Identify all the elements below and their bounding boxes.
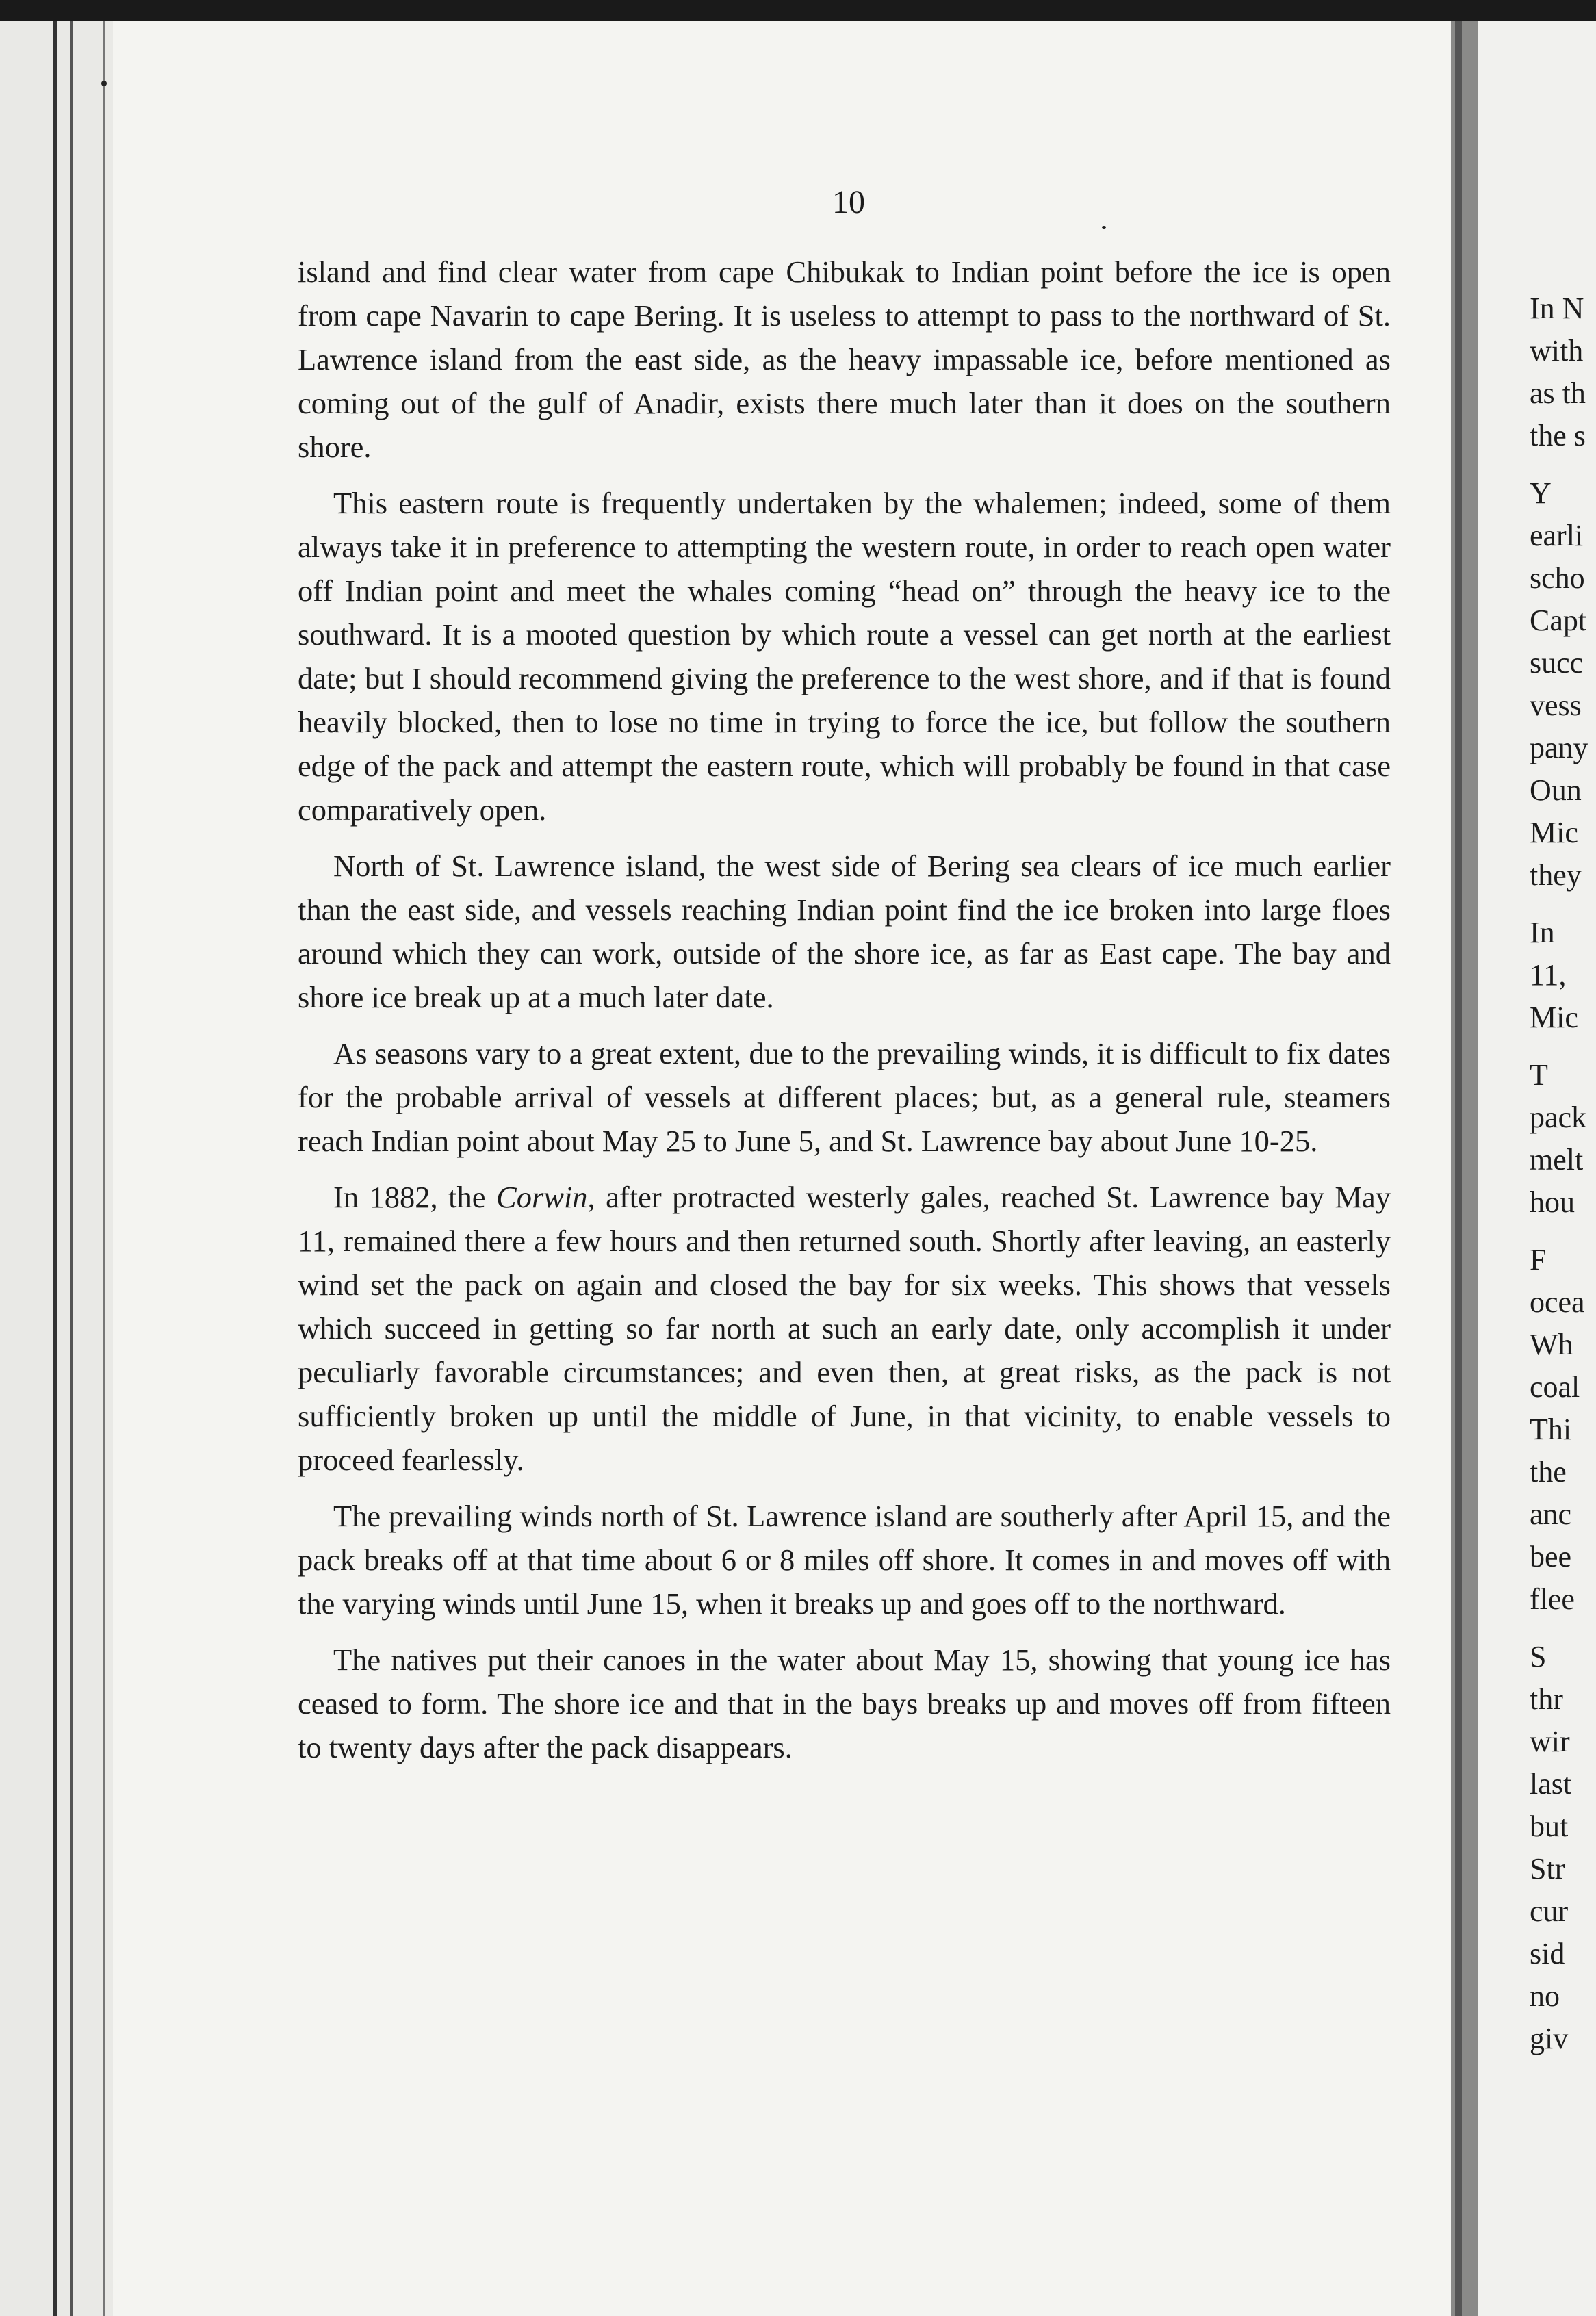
facing-page-line: succ	[1530, 646, 1584, 680]
facing-page-line: thr	[1530, 1682, 1563, 1716]
scan-speck	[1102, 226, 1106, 229]
facing-page-line: vess	[1530, 689, 1582, 722]
binding-edge-line	[103, 21, 105, 2316]
facing-page-line: but	[1530, 1810, 1569, 1843]
binding-edge-line	[70, 21, 73, 2316]
facing-page-line: pack	[1530, 1101, 1587, 1134]
facing-page-line: bee	[1530, 1540, 1572, 1573]
facing-page-line: Oun	[1530, 773, 1582, 807]
paragraph: This eastern route is frequently undertaken by the whalemen; indeed, some of them always take it in preference to attempting the western route, in order to reach open water off Indian point and meet the whales coming “head on” through the heavy ice to the southward. It is a mooted question by which route a vessel can get north at the earliest date; but I should recommend giving the preference to the west shore, and if that is found heavily blocked, then to lose no time in trying to force the ice, but follow the southern edge of the pack and attempt the eastern route, which will probably be found in that case comparatively open.	[298, 486, 1391, 827]
paragraph: island and find clear water from cape Chibukak to Indian point before the ice is open from cape Navarin to cape Bering. It is useless to attempt to pass to the northward of St. Lawrence island from the east side, as the heavy impassable ice, before mentioned as coming out of the gulf of Anadir, exists there much later than it does on the southern shore.	[298, 255, 1391, 464]
facing-page-line: coal	[1530, 1370, 1580, 1404]
paragraph-gap	[1530, 897, 1596, 912]
page-number: 10	[832, 184, 865, 220]
facing-page-line: the s	[1530, 419, 1586, 452]
facing-page-line: Capt	[1530, 604, 1587, 637]
facing-page-line: they	[1530, 858, 1582, 892]
gutter-shadow	[1455, 21, 1462, 2316]
facing-page-line: sid	[1530, 1937, 1565, 1970]
paragraph-text: , after protracted westerly gales, reached St. Lawrence bay May 11, remained there a few hours and then returned south. Shortly after leaving, an easterly wind set the pack on again and closed the bay for six weeks. This shows that vessels which succeed in getting so far north at such an early date, only accomplish it under peculiarly favorable circumstances; and even then, at great risks, as the pack is not sufficiently broken up until the middle of June, in that vicinity, to enable vessels to proceed fearlessly.	[298, 1180, 1391, 1477]
facing-page-line: In N	[1530, 292, 1584, 325]
facing-page-line: flee	[1530, 1582, 1575, 1616]
facing-page-line: F	[1530, 1243, 1547, 1276]
facing-page-line: hou	[1530, 1185, 1575, 1219]
facing-page-line: last	[1530, 1767, 1572, 1801]
paragraph	[298, 1175, 1391, 1482]
facing-page-line: as th	[1530, 376, 1586, 410]
facing-page-line: giv	[1530, 2022, 1569, 2055]
facing-page-line: ocea	[1530, 1285, 1585, 1319]
facing-page-line: Mic	[1530, 1001, 1578, 1034]
binding-edge-line	[53, 21, 57, 2316]
body-text	[298, 250, 1391, 1769]
scanner-top-edge	[0, 0, 1596, 21]
facing-page-line: melt	[1530, 1143, 1584, 1176]
paragraph-gap	[1530, 457, 1596, 472]
paragraph: North of St. Lawrence island, the west side of Bering sea clears of ice much earlier than the east side, and vessels reaching Indian point find the ice broken into large floes around which they can work, outside of the shore ice, as far as East cape. The bay and shore ice break up at a much later date.	[298, 849, 1391, 1014]
facing-page-line: T	[1530, 1058, 1548, 1092]
facing-page-line: scho	[1530, 561, 1585, 595]
paragraph: As seasons vary to a great extent, due to the prevailing winds, it is difficult to fix dates for the probable arrival of vessels at different places; but, as a general rule, steamers reach Indian point about May 25 to June 5, and St. Lawrence bay about June 10-25.	[298, 1036, 1391, 1158]
facing-page-line: pany	[1530, 731, 1588, 764]
facing-page-line: wir	[1530, 1725, 1570, 1758]
paragraph-gap	[1530, 1621, 1596, 1636]
facing-page-line: S	[1530, 1640, 1547, 1673]
facing-page-line: anc	[1530, 1497, 1572, 1531]
scan-speck	[101, 81, 107, 86]
paragraph: The natives put their canoes in the water about May 15, showing that young ice has ceased to form. The shore ice and that in the bays breaks up and moves off from fifteen to twenty days after the pack disappears.	[298, 1643, 1391, 1764]
facing-page-line: Wh	[1530, 1328, 1573, 1361]
paragraph: The prevailing winds north of St. Lawrence island are southerly after April 15, and the pack breaks off at that time about 6 or 8 miles off shore. It comes in and moves off with the varying winds until June 15, when it breaks up and goes off to the northward.	[298, 1499, 1391, 1621]
paragraph-gap	[1530, 1224, 1596, 1239]
facing-page-line: the	[1530, 1455, 1567, 1489]
facing-page-line: 11,	[1530, 958, 1567, 992]
facing-page-line: Y	[1530, 476, 1552, 510]
facing-page-line: Mic	[1530, 816, 1578, 849]
facing-page-line: cur	[1530, 1894, 1569, 1928]
facing-page-line: Str	[1530, 1852, 1565, 1886]
paragraph-gap	[1530, 1039, 1596, 1054]
ship-name: Corwin	[496, 1180, 588, 1214]
facing-page-line: no	[1530, 1979, 1560, 2013]
facing-page-line: earli	[1530, 519, 1584, 552]
facing-page-line: In	[1530, 916, 1555, 949]
paragraph-text: In 1882, the	[333, 1180, 497, 1214]
facing-page-text	[1530, 287, 1596, 2060]
facing-page-line: Thi	[1530, 1413, 1572, 1446]
facing-page-line: with	[1530, 334, 1584, 368]
